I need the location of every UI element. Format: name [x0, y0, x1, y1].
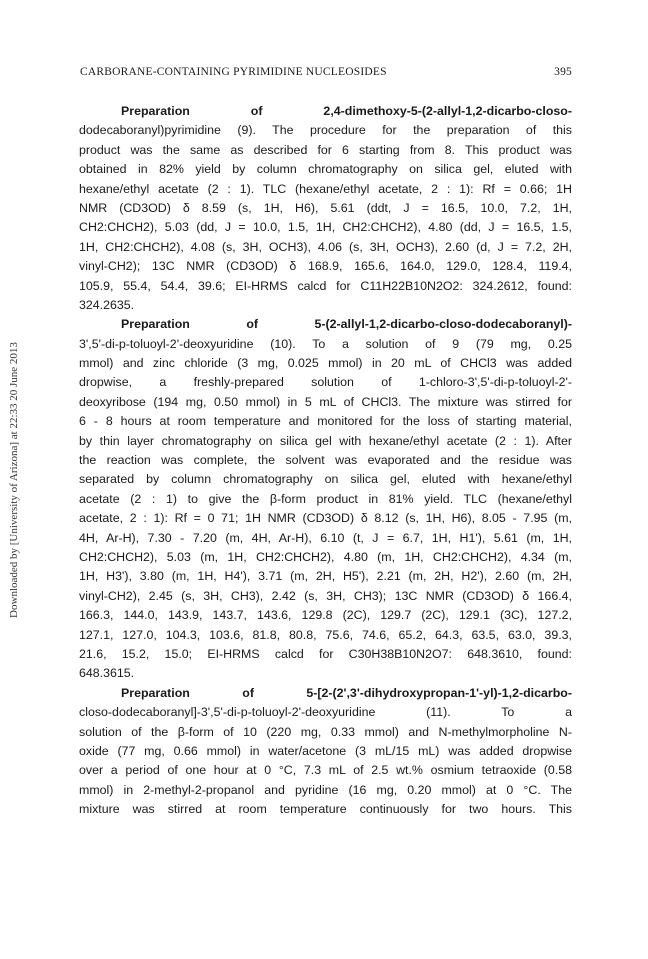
text-line: dropwise, a freshly-prepared solution of 1-chloro-3',5'-di-p-toluoyl-2'- [79, 375, 572, 390]
text-line: product was the same as described for 6 starting from 8. This product was [79, 142, 572, 157]
text-line: by thin layer chromatography on silica gel with hexane/ethyl acetate (2 : 1). After [79, 433, 572, 448]
text-line: 4H, Ar-H), 7.30 - 7.20 (m, 4H, Ar-H), 6.10 (t, J = 6.7, 1H, H1'), 5.61 (m, 1H, [79, 530, 572, 545]
article-body [79, 102, 572, 819]
text-line: 21.6, 15.2, 15.0; EI-HRMS calcd for C30H38B10N2O7: 648.3610, found: [79, 646, 572, 661]
text-line: 127.1, 127.0, 104.3, 103.6, 81.8, 80.8, 75.6, 74.6, 65.2, 64.3, 63.5, 63.0, 39.3, [79, 627, 572, 642]
text-line: 648.3615. [79, 666, 135, 681]
text-line: deoxyribose (194 mg, 0.50 mmol) in 5 mL of CHCl3. The mixture was stirred for [79, 394, 572, 409]
text-line: hexane/ethyl acetate (2 : 1). TLC (hexane/ethyl acetate, 2 : 1): Rf = 0.66; 1H [79, 181, 572, 196]
text-line: mixture was stirred at room temperature continuously for two hours. This [79, 802, 572, 817]
text-line: NMR (CD3OD) δ 8.59 (s, 1H, H6), 5.61 (ddt, J = 16.5, 10.0, 7.2, 1H, [79, 200, 572, 215]
running-title: CARBORANE-CONTAINING PYRIMIDINE NUCLEOSIDES [80, 66, 387, 78]
running-header [80, 66, 572, 82]
text-line: vinyl-CH2); 13C NMR (CD3OD) δ 168.9, 165.6, 164.0, 129.0, 128.4, 119.4, [79, 259, 572, 274]
text-line: mmol) and zinc chloride (3 mg, 0.025 mmol) in 20 mL of CHCl3 was added [79, 356, 572, 371]
text-line: acetate, 2 : 1): Rf = 0 71; 1H NMR (CD3OD) δ 8.12 (s, 1H, H6), 8.05 - 7.95 (m, [79, 511, 572, 526]
text-line: mmol) in 2-methyl-2-propanol and pyridine (16 mg, 0.20 mmol) at 0 °C. The [79, 782, 572, 797]
text-line: 166.3, 144.0, 143.9, 143.7, 143.6, 129.8 (2C), 129.7 (2C), 129.1 (3C), 127.2, [79, 608, 572, 623]
text-line: Preparation of 2,4-dimethoxy-5-(2-allyl-1,2-dicarbo-closo- [121, 104, 572, 118]
text-line: the reaction was complete, the solvent was evaporated and the residue was [79, 453, 572, 468]
text-line: 1H, H3'), 3.80 (m, 1H, H4'), 3.71 (m, 2H, H5'), 2.21 (m, 2H, H2'), 2.60 (m, 2H, [79, 569, 572, 584]
text-line: 3',5'-di-p-toluoyl-2'-deoxyuridine (10). To a solution of 9 (79 mg, 0.25 [79, 336, 572, 351]
text-line: over a period of one hour at 0 °C, 7.3 mL of 2.5 wt.% osmium tetraoxide (0.58 [79, 763, 572, 778]
text-line: CH2:CHCH2), 5.03 (dd, J = 10.0, 1.5, 1H, CH2:CHCH2), 4.80 (dd, J = 16.5, 1.5, [79, 220, 572, 235]
text-line: CH2:CHCH2), 5.03 (m, 1H, CH2:CHCH2), 4.80 (m, 1H, CH2:CHCH2), 4.34 (m, [79, 549, 572, 564]
text-line: oxide (77 mg, 0.66 mmol) in water/acetone (3 mL/15 mL) was added dropwise [79, 743, 572, 758]
text-line: 1H, CH2:CHCH2), 4.08 (s, 3H, OCH3), 4.06 (s, 3H, OCH3), 2.60 (d, J = 7.2, 2H, [79, 239, 572, 254]
text-line: vinyl-CH2), 2.45 (s, 3H, CH3), 2.42 (s, 3H, CH3); 13C NMR (CD3OD) δ 166.4, [79, 588, 572, 603]
download-note: Downloaded by [University of Arizona] at 22:33 20 June 2013 [8, 342, 20, 618]
page-number: 395 [554, 66, 572, 78]
text-line: obtained in 82% yield by column chromatography on silica gel, eluted with [79, 162, 572, 177]
text-line: separated by column chromatography on silica gel, eluted with hexane/ethyl [79, 472, 572, 487]
text-line: closo-dodecaboranyl]-3',5'-di-p-toluoyl-2'-deoxyuridine (11). To a [79, 705, 572, 720]
text-line: 324.2635. [79, 297, 135, 312]
text-line: solution of the β-form of 10 (220 mg, 0.33 mmol) and N-methylmorpholine N- [79, 724, 572, 739]
text-line: Preparation of 5-[2-(2',3'-dihydroxypropan-1'-yl)-1,2-dicarbo- [121, 685, 572, 700]
text-line: dodecaboranyl)pyrimidine (9). The procedure for the preparation of this [79, 123, 572, 138]
text-line: acetate (2 : 1) to give the β-form product in 81% yield. TLC (hexane/ethyl [79, 491, 572, 506]
text-line: 6 - 8 hours at room temperature and monitored for the loss of starting material, [79, 414, 572, 429]
text-line: Preparation of 5-(2-allyl-1,2-dicarbo-closo-dodecaboranyl)- [121, 317, 572, 332]
text-line: 105.9, 55.4, 54.4, 39.6; EI-HRMS calcd for C11H22B10N2O2: 324.2612, found: [79, 278, 572, 293]
